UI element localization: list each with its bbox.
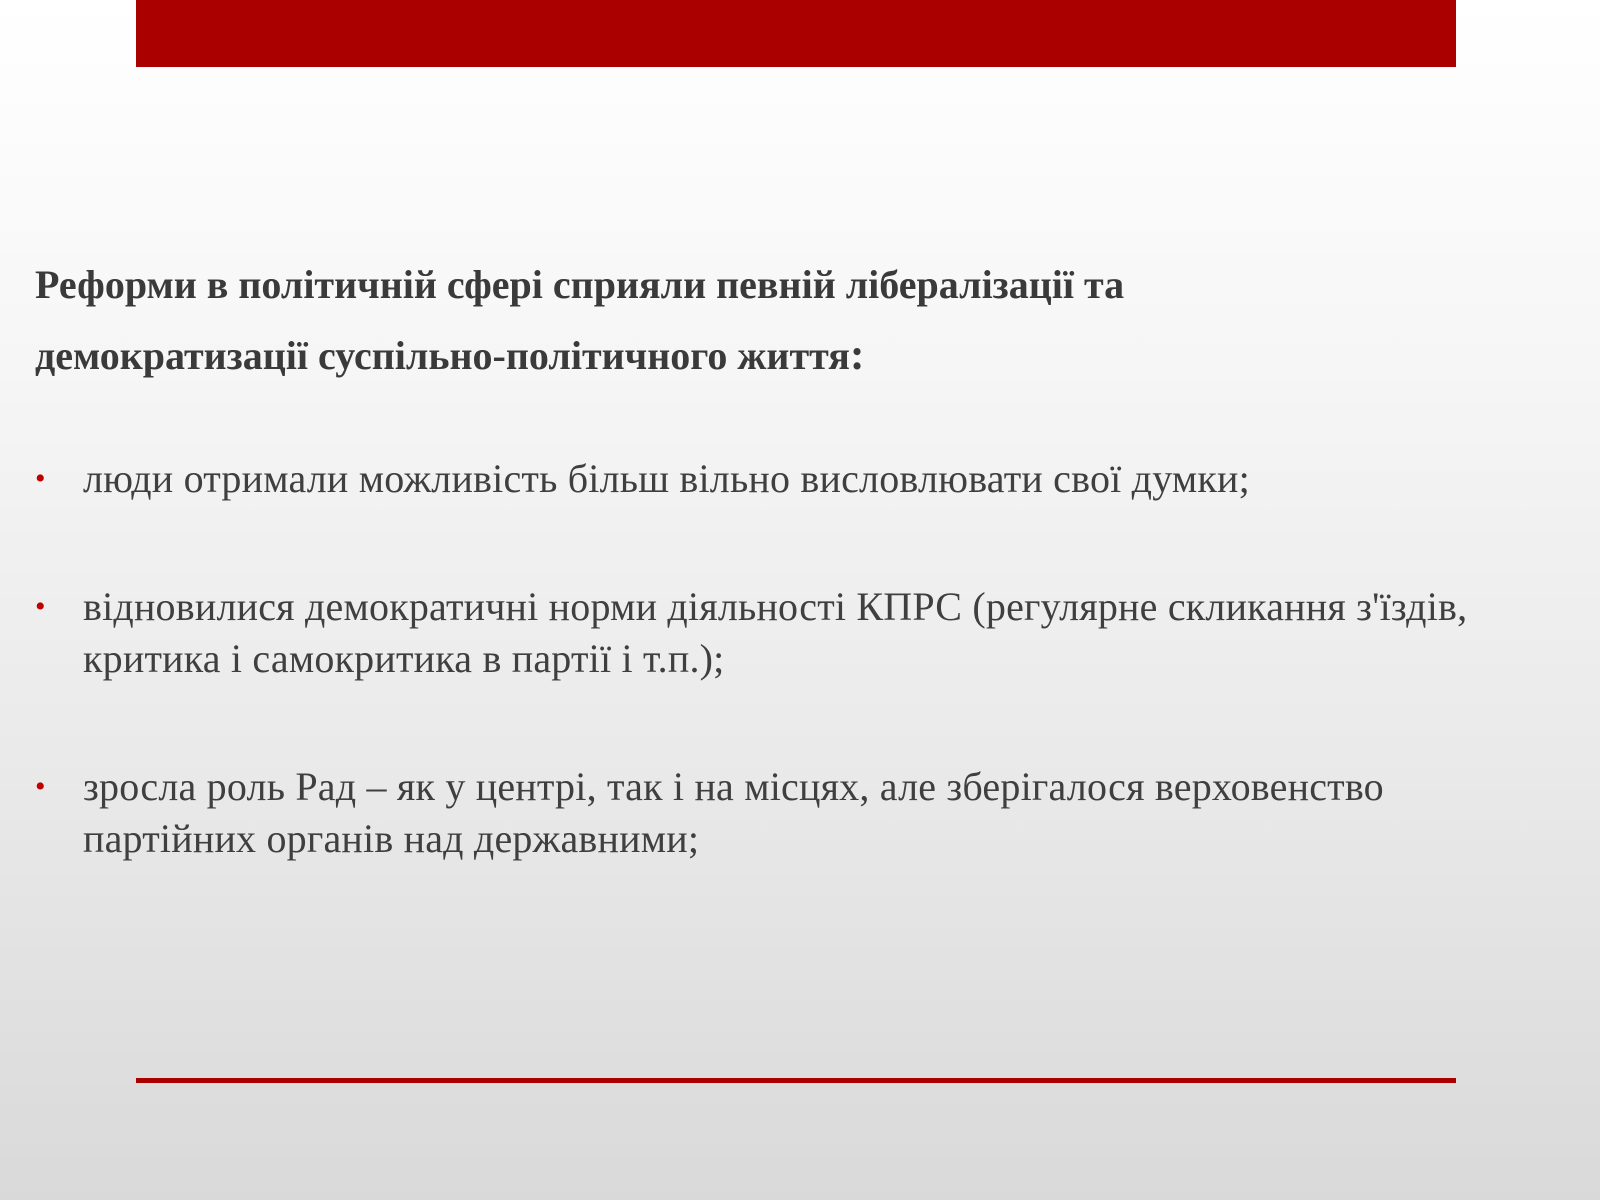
top-accent-bar bbox=[136, 0, 1456, 67]
bullet-text: зросла роль Рад – як у центрі, так і на місцях, але зберігалося верховенство партійних органів над державними; bbox=[83, 764, 1384, 861]
list-item bbox=[35, 581, 1535, 685]
bullet-dot-icon: • bbox=[35, 462, 46, 495]
bullet-text: відновилися демократичні норми діяльності КПРС (регулярне скликання з'їздів, критика і самокритика в партії і т.п.); bbox=[83, 584, 1468, 681]
list-item bbox=[35, 453, 1535, 505]
heading-colon: : bbox=[849, 330, 865, 379]
bullet-list bbox=[35, 453, 1535, 865]
list-item bbox=[35, 761, 1535, 865]
bullet-dot-icon: • bbox=[35, 590, 46, 623]
heading-line-2: демократизації суспільно-політичного життя bbox=[35, 333, 850, 378]
bullet-text: люди отримали можливість більш вільно висловлювати свої думки; bbox=[83, 456, 1250, 501]
bullet-dot-icon: • bbox=[35, 770, 46, 803]
bottom-accent-rule bbox=[136, 1078, 1456, 1083]
slide-heading bbox=[35, 250, 1535, 391]
slide-content bbox=[35, 250, 1535, 941]
heading-line-1: Реформи в політичній сфері сприяли певній лібералізації та bbox=[35, 262, 1125, 307]
